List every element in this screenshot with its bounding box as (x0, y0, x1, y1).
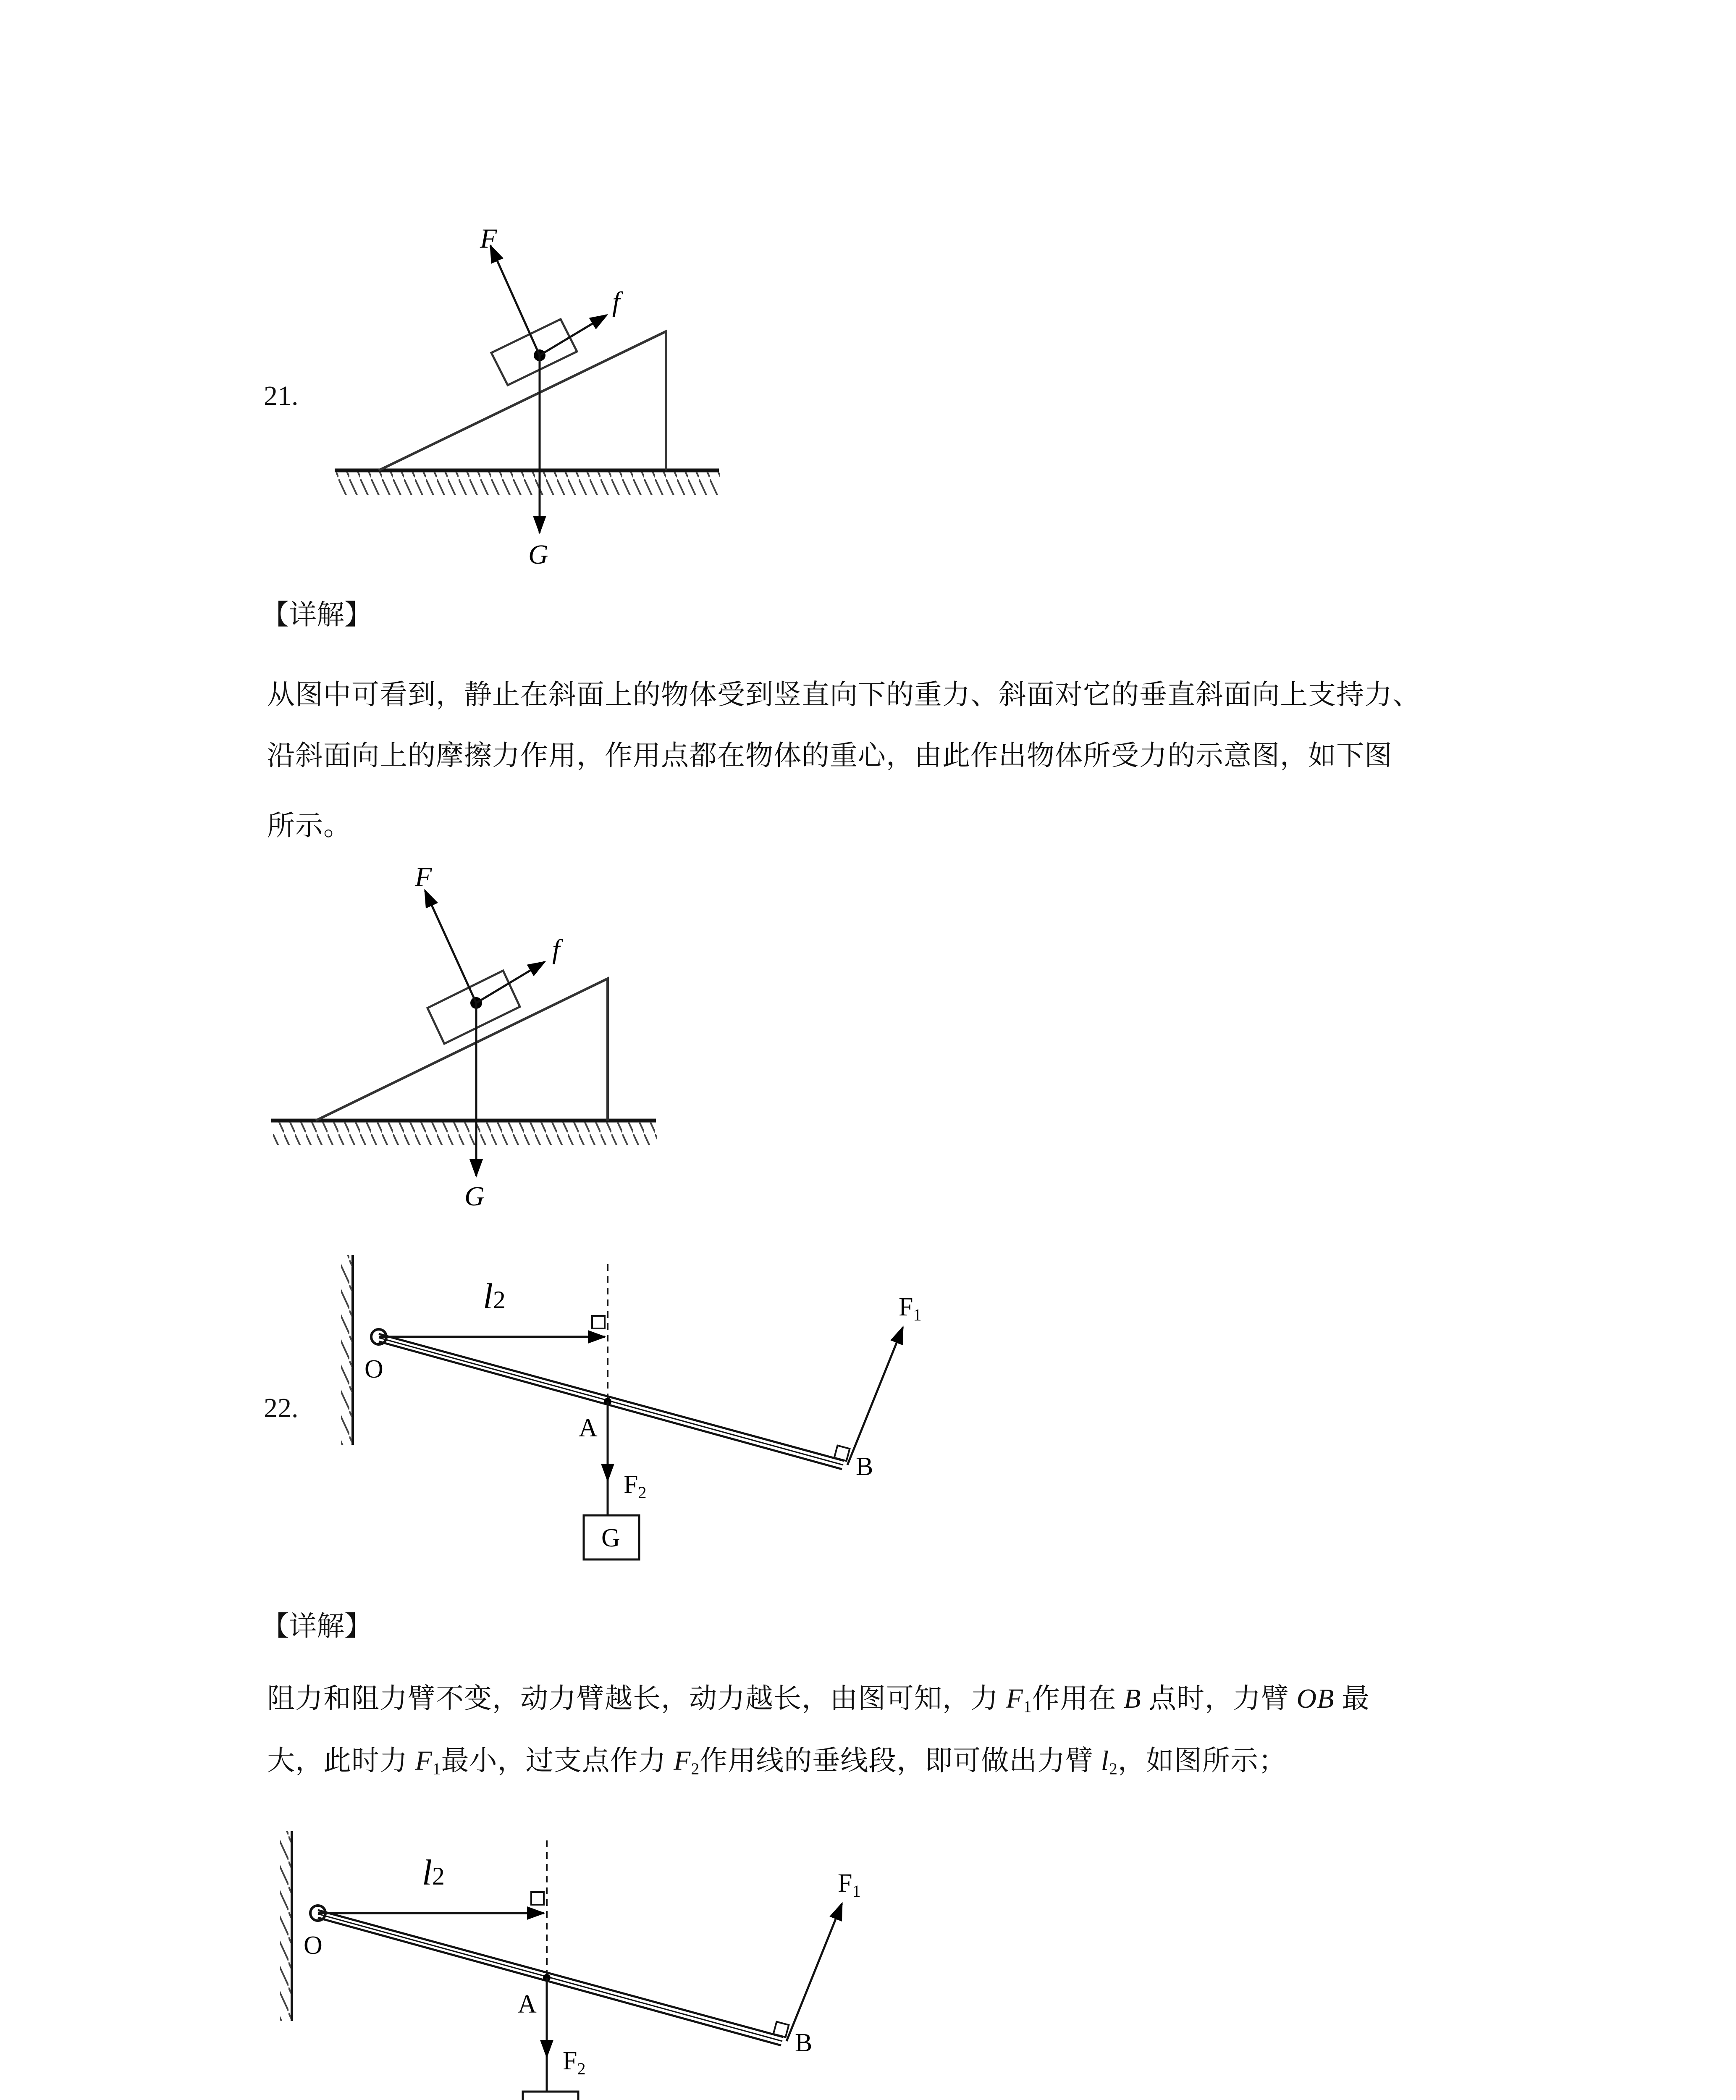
right-angle-mark-b (774, 2022, 789, 2037)
weight-box (523, 2092, 578, 2100)
incline-diagram-1 (335, 223, 720, 570)
point-b-label: B (856, 1452, 873, 1481)
force2-label: F2 (624, 1470, 647, 1502)
gravity-label: G (528, 539, 548, 570)
question-number-21: 21. (264, 381, 299, 411)
force1-arrow (847, 1327, 903, 1465)
point-a-label: A (579, 1414, 598, 1442)
detail-heading-21: 【详解】 (261, 600, 372, 630)
point-a-label: A (518, 1990, 537, 2019)
block (491, 319, 577, 385)
weight-label: G (601, 1524, 620, 1552)
arm-l2-label: l2 (483, 1276, 506, 1316)
gravity-arrow (1, 1, 476, 1003)
lever-rod-bottom (379, 1341, 842, 1469)
wall-hatch (341, 1255, 352, 1445)
lever-diagram-1 (341, 1255, 921, 1559)
support-force-label: F (480, 223, 497, 254)
lever-diagram-2 (280, 1831, 860, 2100)
lever-rod-bottom (318, 1918, 781, 2045)
explanation-line: 所示。 (267, 811, 351, 841)
support-force-arrow (425, 890, 476, 1003)
incline-triangle (316, 979, 608, 1121)
lever-rod-top (318, 1910, 783, 2037)
explanation-line: 沿斜面向上的摩擦力作用，作用点都在物体的重心，由此作出物体所受力的示意图，如下图 (267, 740, 1392, 771)
gravity-label: G (464, 1181, 485, 1212)
friction-arrow (476, 962, 545, 1003)
incline-triangle (379, 331, 666, 470)
point-b-label: B (795, 2029, 813, 2057)
force1-label: F1 (899, 1293, 922, 1324)
friction-label: f (552, 934, 560, 965)
friction-arrow (540, 315, 607, 355)
pivot-o-label: O (304, 1931, 323, 1960)
ground-hatch (336, 472, 720, 495)
explanation-line: 大，此时力 $F_1$最小，过支点作力 $F_2$作用线的垂线段，即可做出力臂 $l_2$，如图所示； (267, 1746, 1287, 1778)
detail-heading-22: 【详解】 (261, 1611, 372, 1642)
support-force-arrow (490, 246, 540, 355)
force1-label: F1 (838, 1869, 861, 1900)
ground-hatch (273, 1122, 657, 1145)
right-angle-mark (531, 1892, 544, 1905)
explanation-line: 从图中可看到，静止在斜面上的物体受到竖直向下的重力、斜面对它的垂直斜面向上支持力、 (267, 680, 1421, 710)
wall-hatch (280, 1831, 291, 2021)
arm-l2-label: l2 (422, 1852, 445, 1893)
pivot-o-label: O (365, 1355, 383, 1383)
explanation-line: 阻力和阻力臂不变，动力臂越长，动力越长，由图可知，力 $F_1$作用在 B 点时，力臂 OB 最 (267, 1683, 1370, 1716)
support-force-label: F (415, 862, 432, 892)
force2-label: F2 (563, 2047, 586, 2078)
force1-arrow (787, 1903, 842, 2041)
lever-rod-top (379, 1334, 844, 1461)
friction-label: f (612, 286, 620, 317)
right-angle-mark-b (834, 1446, 850, 1461)
right-angle-mark (592, 1316, 605, 1328)
question-number-22: 22. (264, 1393, 299, 1423)
